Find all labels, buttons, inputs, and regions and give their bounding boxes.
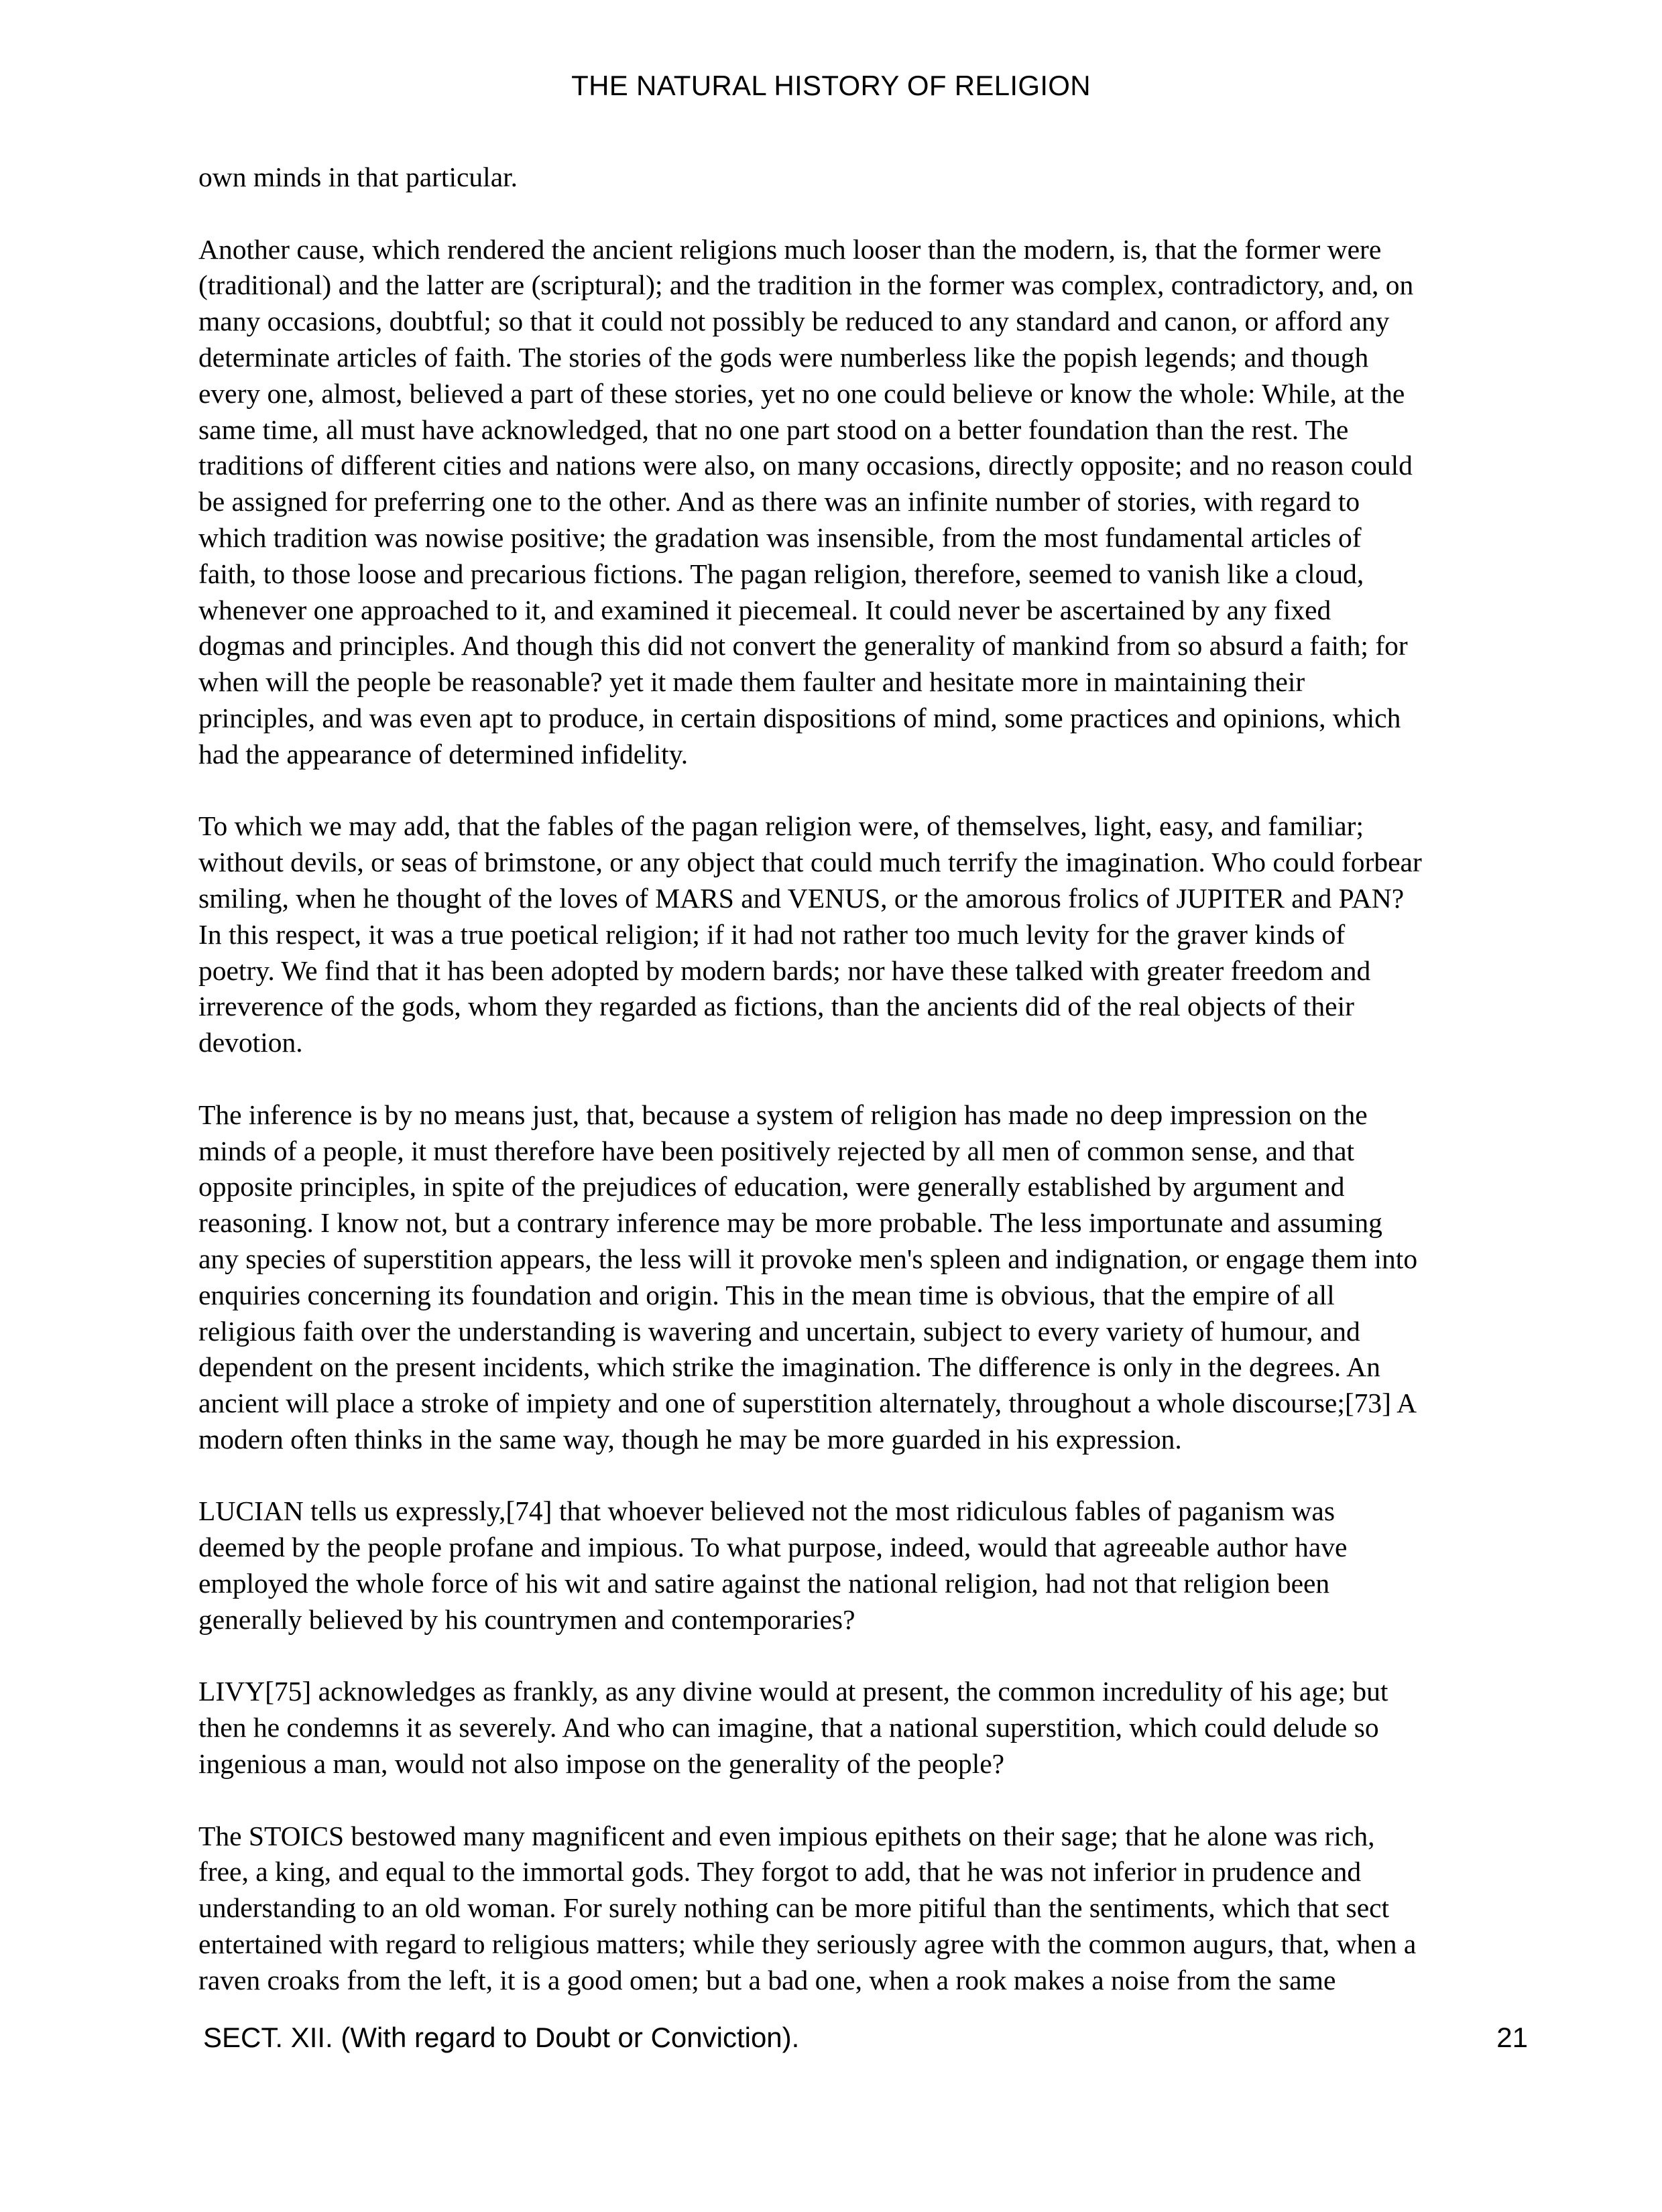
text-line: ingenious a man, would not also impose on the generality of the people?: [198, 1748, 1005, 1780]
text-line: without devils, or seas of brimstone, or any object that could much terrify the imagination. Who could forbear: [198, 847, 1422, 878]
text-line: The STOICS bestowed many magnificent and even impious epithets on their sage; that he alone was rich,: [198, 1820, 1375, 1851]
text-line: LUCIAN tells us expressly,[74] that whoever believed not the most ridiculous fables of paganism was: [198, 1495, 1335, 1527]
paragraph: [198, 1819, 1580, 1999]
text-line: enquiries concerning its foundation and origin. This in the mean time is obvious, that the empire of all: [198, 1279, 1335, 1310]
text-line: every one, almost, believed a part of these stories, yet no one could believe or know the whole: While, at the: [198, 377, 1405, 409]
paragraph: [198, 808, 1580, 1061]
text-line: had the appearance of determined infidelity.: [198, 738, 689, 770]
text-line: poetry. We find that it has been adopted by modern bards; nor have these talked with greater freedom and: [198, 955, 1371, 986]
text-line: own minds in that particular.: [198, 162, 518, 192]
text-line: whenever one approached to it, and examined it piecemeal. It could never be ascertained by any fixed: [198, 594, 1331, 625]
text-line: minds of a people, it must therefore have been positively rejected by all men of common sense, and that: [198, 1135, 1355, 1166]
text-line: same time, all must have acknowledged, that no one part stood on a better foundation than the rest. The: [198, 414, 1349, 445]
text-line: generally believed by his countrymen and contemporaries?: [198, 1603, 855, 1635]
paragraph: [198, 232, 1580, 773]
text-line: many occasions, doubtful; so that it could not possibly be reduced to any standard and canon, or afford any: [198, 306, 1390, 337]
running-header-title: THE NATURAL HISTORY OF RELIGION: [571, 70, 1091, 101]
paragraph: [198, 1674, 1580, 1782]
text-line: employed the whole force of his wit and satire against the national religion, had not that religion been: [198, 1568, 1330, 1599]
text-line: dependent on the present incidents, which strike the imagination. The difference is only in the degrees. An: [198, 1351, 1380, 1383]
text-line: ancient will place a stroke of impiety and one of superstition alternately, throughout a whole discourse;[73] A: [198, 1388, 1417, 1419]
text-line: In this respect, it was a true poetical religion; if it had not rather too much levity for the graver kinds of: [198, 918, 1346, 950]
text-line: then he condemns it as severely. And who can imagine, that a national superstition, which could delude so: [198, 1712, 1379, 1743]
text-line: opposite principles, in spite of the prejudices of education, were generally established by argument and: [198, 1171, 1345, 1203]
text-line: (traditional) and the latter are (scriptural); and the tradition in the former was complex, contradictory, and, on: [198, 269, 1414, 301]
page-body: [198, 160, 1580, 1999]
text-line: reasoning. I know not, but a contrary inference may be more probable. The less importunate and assuming: [198, 1207, 1382, 1239]
text-line: devotion.: [198, 1027, 303, 1058]
text-line: traditions of different cities and nations were also, on many occasions, directly opposite; and no reason could: [198, 450, 1413, 481]
text-line: modern often thinks in the same way, though he may be more guarded in his expression.: [198, 1423, 1182, 1455]
text-line: dogmas and principles. And though this did not convert the generality of mankind from so absurd a faith; for: [198, 630, 1408, 662]
text-line: raven croaks from the left, it is a good omen; but a bad one, when a rook makes a noise from the same: [198, 1964, 1336, 1995]
paragraph: [198, 1097, 1580, 1458]
text-line: deemed by the people profane and impious. To what purpose, indeed, would that agreeable author have: [198, 1532, 1348, 1563]
paragraph: [198, 1493, 1580, 1638]
text-line: be assigned for preferring one to the other. And as there was an infinite number of stories, with regard to: [198, 486, 1360, 517]
text-line: entertained with regard to religious matters; while they seriously agree with the common augurs, that, when a: [198, 1928, 1417, 1960]
text-line: religious faith over the understanding is wavering and uncertain, subject to every variety of humour, and: [198, 1315, 1360, 1347]
text-line: when will the people be reasonable? yet it made them faulter and hesitate more in maintaining their: [198, 666, 1305, 698]
text-line: irreverence of the gods, whom they regarded as fictions, than the ancients did of the real objects of their: [198, 991, 1354, 1022]
text-line: To which we may add, that the fables of the pagan religion were, of themselves, light, easy, and familiar;: [198, 810, 1364, 842]
paragraph: [198, 160, 1580, 196]
text-line: any species of superstition appears, the less will it provoke men's spleen and indignation, or engage them into: [198, 1243, 1418, 1274]
page-number: 21: [1496, 2022, 1528, 2053]
text-line: smiling, when he thought of the loves of MARS and VENUS, or the amorous frolics of JUPITER and PAN?: [198, 882, 1405, 914]
text-line: which tradition was nowise positive; the gradation was insensible, from the most fundamental articles of: [198, 521, 1362, 553]
text-line: faith, to those loose and precarious fictions. The pagan religion, therefore, seemed to vanish like a cloud,: [198, 558, 1364, 589]
text-line: Another cause, which rendered the ancient religions much looser than the modern, is, that the former were: [198, 233, 1382, 265]
text-line: LIVY[75] acknowledges as frankly, as any divine would at present, the common incredulity of his age; but: [198, 1676, 1388, 1707]
text-line: free, a king, and equal to the immortal gods. They forgot to add, that he was not inferior in prudence and: [198, 1856, 1362, 1888]
footer-section-title: SECT. XII. (With regard to Doubt or Conviction).: [203, 2022, 800, 2053]
text-line: The inference is by no means just, that, because a system of religion has made no deep impression on the: [198, 1099, 1368, 1130]
text-line: determinate articles of faith. The stories of the gods were numberless like the popish legends; and though: [198, 341, 1369, 373]
text-line: principles, and was even apt to produce, in certain dispositions of mind, some practices and opinions, which: [198, 702, 1401, 733]
text-line: understanding to an old woman. For surely nothing can be more pitiful than the sentiments, which that sect: [198, 1892, 1390, 1924]
